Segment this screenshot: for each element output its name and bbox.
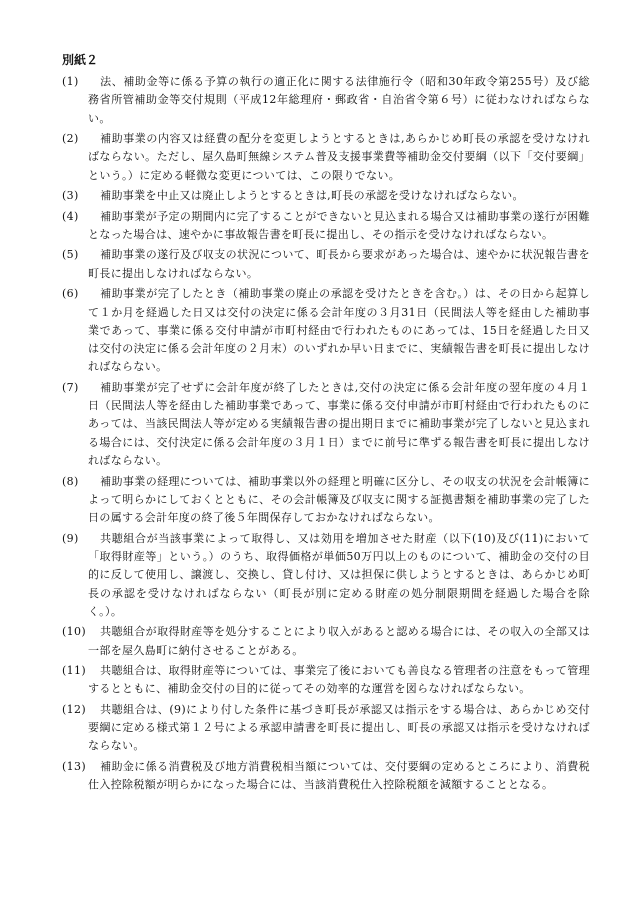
list-item-4 <box>62 208 590 245</box>
list-item-13 <box>62 758 590 795</box>
document-heading: 別紙２ <box>62 53 99 67</box>
item-text: 共聴組合は、取得財産等については、事業完了後においても善良なる管理者の注意をもって管理するとともに、補助金交付の目的に従ってその効率的な運営を図らなければならない。 <box>88 664 590 696</box>
list-item-7 <box>62 379 590 470</box>
item-text: 補助金に係る消費税及び地方消費税相当額については、交付要綱の定めるところにより、消費税仕入控除税額が明らかになった場合には、当該消費税仕入控除税額を減額することとなる。 <box>88 759 590 792</box>
list-item-8 <box>62 473 590 528</box>
item-number: (1) <box>62 75 79 88</box>
list-item-9 <box>62 530 590 621</box>
item-number: (3) <box>62 189 79 203</box>
list-item-2 <box>62 130 590 185</box>
item-text: 法、補助金等に係る予算の執行の適正化に関する法律施行令（昭和30年政令第255号）及び総務省所管補助金等交付規則（平成12年総理府・郵政省・自治省令第６号）に従わなければならない。 <box>88 75 590 125</box>
item-number: (12) <box>62 702 86 716</box>
item-text: 補助事業が完了せずに会計年度が終了したときは,交付の決定に係る会計年度の翌年度の４月１日（民間法人等を経由した補助事業であって、事業に係る交付申請が市町村経由で行われたものにあっては、当該民間法人等が定める実績報告書の提出期日までに補助事業が完了しないと見込まれる場合には、交付決定に係る会計年度の３月１日）までに前号に準ずる報告書を町長に提出しなければならない。 <box>88 380 590 468</box>
item-number: (6) <box>62 287 79 301</box>
item-text: 補助事業の遂行及び収支の状況について、町長から要求があった場合は、速やかに状況報告書を町長に提出しなければならない。 <box>88 248 590 280</box>
item-number: (11) <box>62 664 86 678</box>
item-text: 共聴組合は、(9)により付した条件に基づき町長が承認又は指示をする場合は、あらかじめ交付要綱に定める様式第１２号による承認申請書を町長に提出し、町長の承認又は指示を受けなければならない。 <box>88 702 590 753</box>
item-number: (13) <box>62 759 86 773</box>
list-item-5 <box>62 246 590 283</box>
item-number: (10) <box>62 625 86 639</box>
item-number: (2) <box>62 132 79 146</box>
item-number: (9) <box>62 531 79 545</box>
item-number: (8) <box>62 474 79 488</box>
item-text: 補助事業を中止又は廃止しようとするときは,町長の承認を受けなければならない。 <box>100 189 524 203</box>
item-number: (7) <box>62 380 79 394</box>
list-item-6 <box>62 285 590 376</box>
item-number: (4) <box>62 209 79 223</box>
item-text: 補助事業が完了したとき（補助事業の廃止の承認を受けたときを含む。）は、その日から起算して１か月を経過した日又は交付の決定に係る会計年度の３月31日（民間法人等を経由した補助事業であって、事業に係る交付申請が市町村経由で行われたものにあっては、15日を経過した日又は交付の決定に係る会計年度の２月末）のいずれか早い日までに、実績報告書を町長に提出しなければならない。 <box>88 287 590 374</box>
item-text: 補助事業が予定の期間内に完了することができないと見込まれる場合又は補助事業の遂行が困難となった場合は、速やかに事故報告書を町長に提出し、その指示を受けなければならない。 <box>88 209 590 241</box>
list-item-12 <box>62 701 590 756</box>
item-text: 共聴組合が取得財産等を処分することにより収入があると認める場合には、その収入の全部又は一部を屋久島町に納付させることがある。 <box>88 625 590 657</box>
list-item-10 <box>62 623 590 660</box>
list-item-1 <box>62 73 590 128</box>
item-text: 共聴組合が当該事業によって取得し、又は効用を増加させた財産（以下(10)及び(11)において「取得財産等」という。）のうち、取得価格が単価50万円以上のものについて、補助金の交付の目的に反して使用し、譲渡し、交換し、貸し付け、又は担保に供しようとするときは、あらかじめ町長の承認を受けなければならない（町長が別に定める財産の処分制限期間を経過した場合を除く。）。 <box>88 531 590 618</box>
item-text: 補助事業の経理については、補助事業以外の経理と明確に区分し、その収支の状況を会計帳簿によって明らかにしておくとともに、その会計帳簿及び収支に関する証拠書類を補助事業の完了した日の属する会計年度の終了後５年間保存しておかなければならない。 <box>88 474 590 525</box>
list-item-3 <box>62 187 590 205</box>
list-item-11 <box>62 662 590 699</box>
item-number: (5) <box>62 248 79 262</box>
item-text: 補助事業の内容又は経費の配分を変更しようとするときは,あらかじめ町長の承認を受けなければならない。ただし、屋久島町無線システム普及支援事業費等補助金交付要綱（以下「交付要綱」という。）に定める軽微な変更については、この限りでない。 <box>88 132 590 182</box>
